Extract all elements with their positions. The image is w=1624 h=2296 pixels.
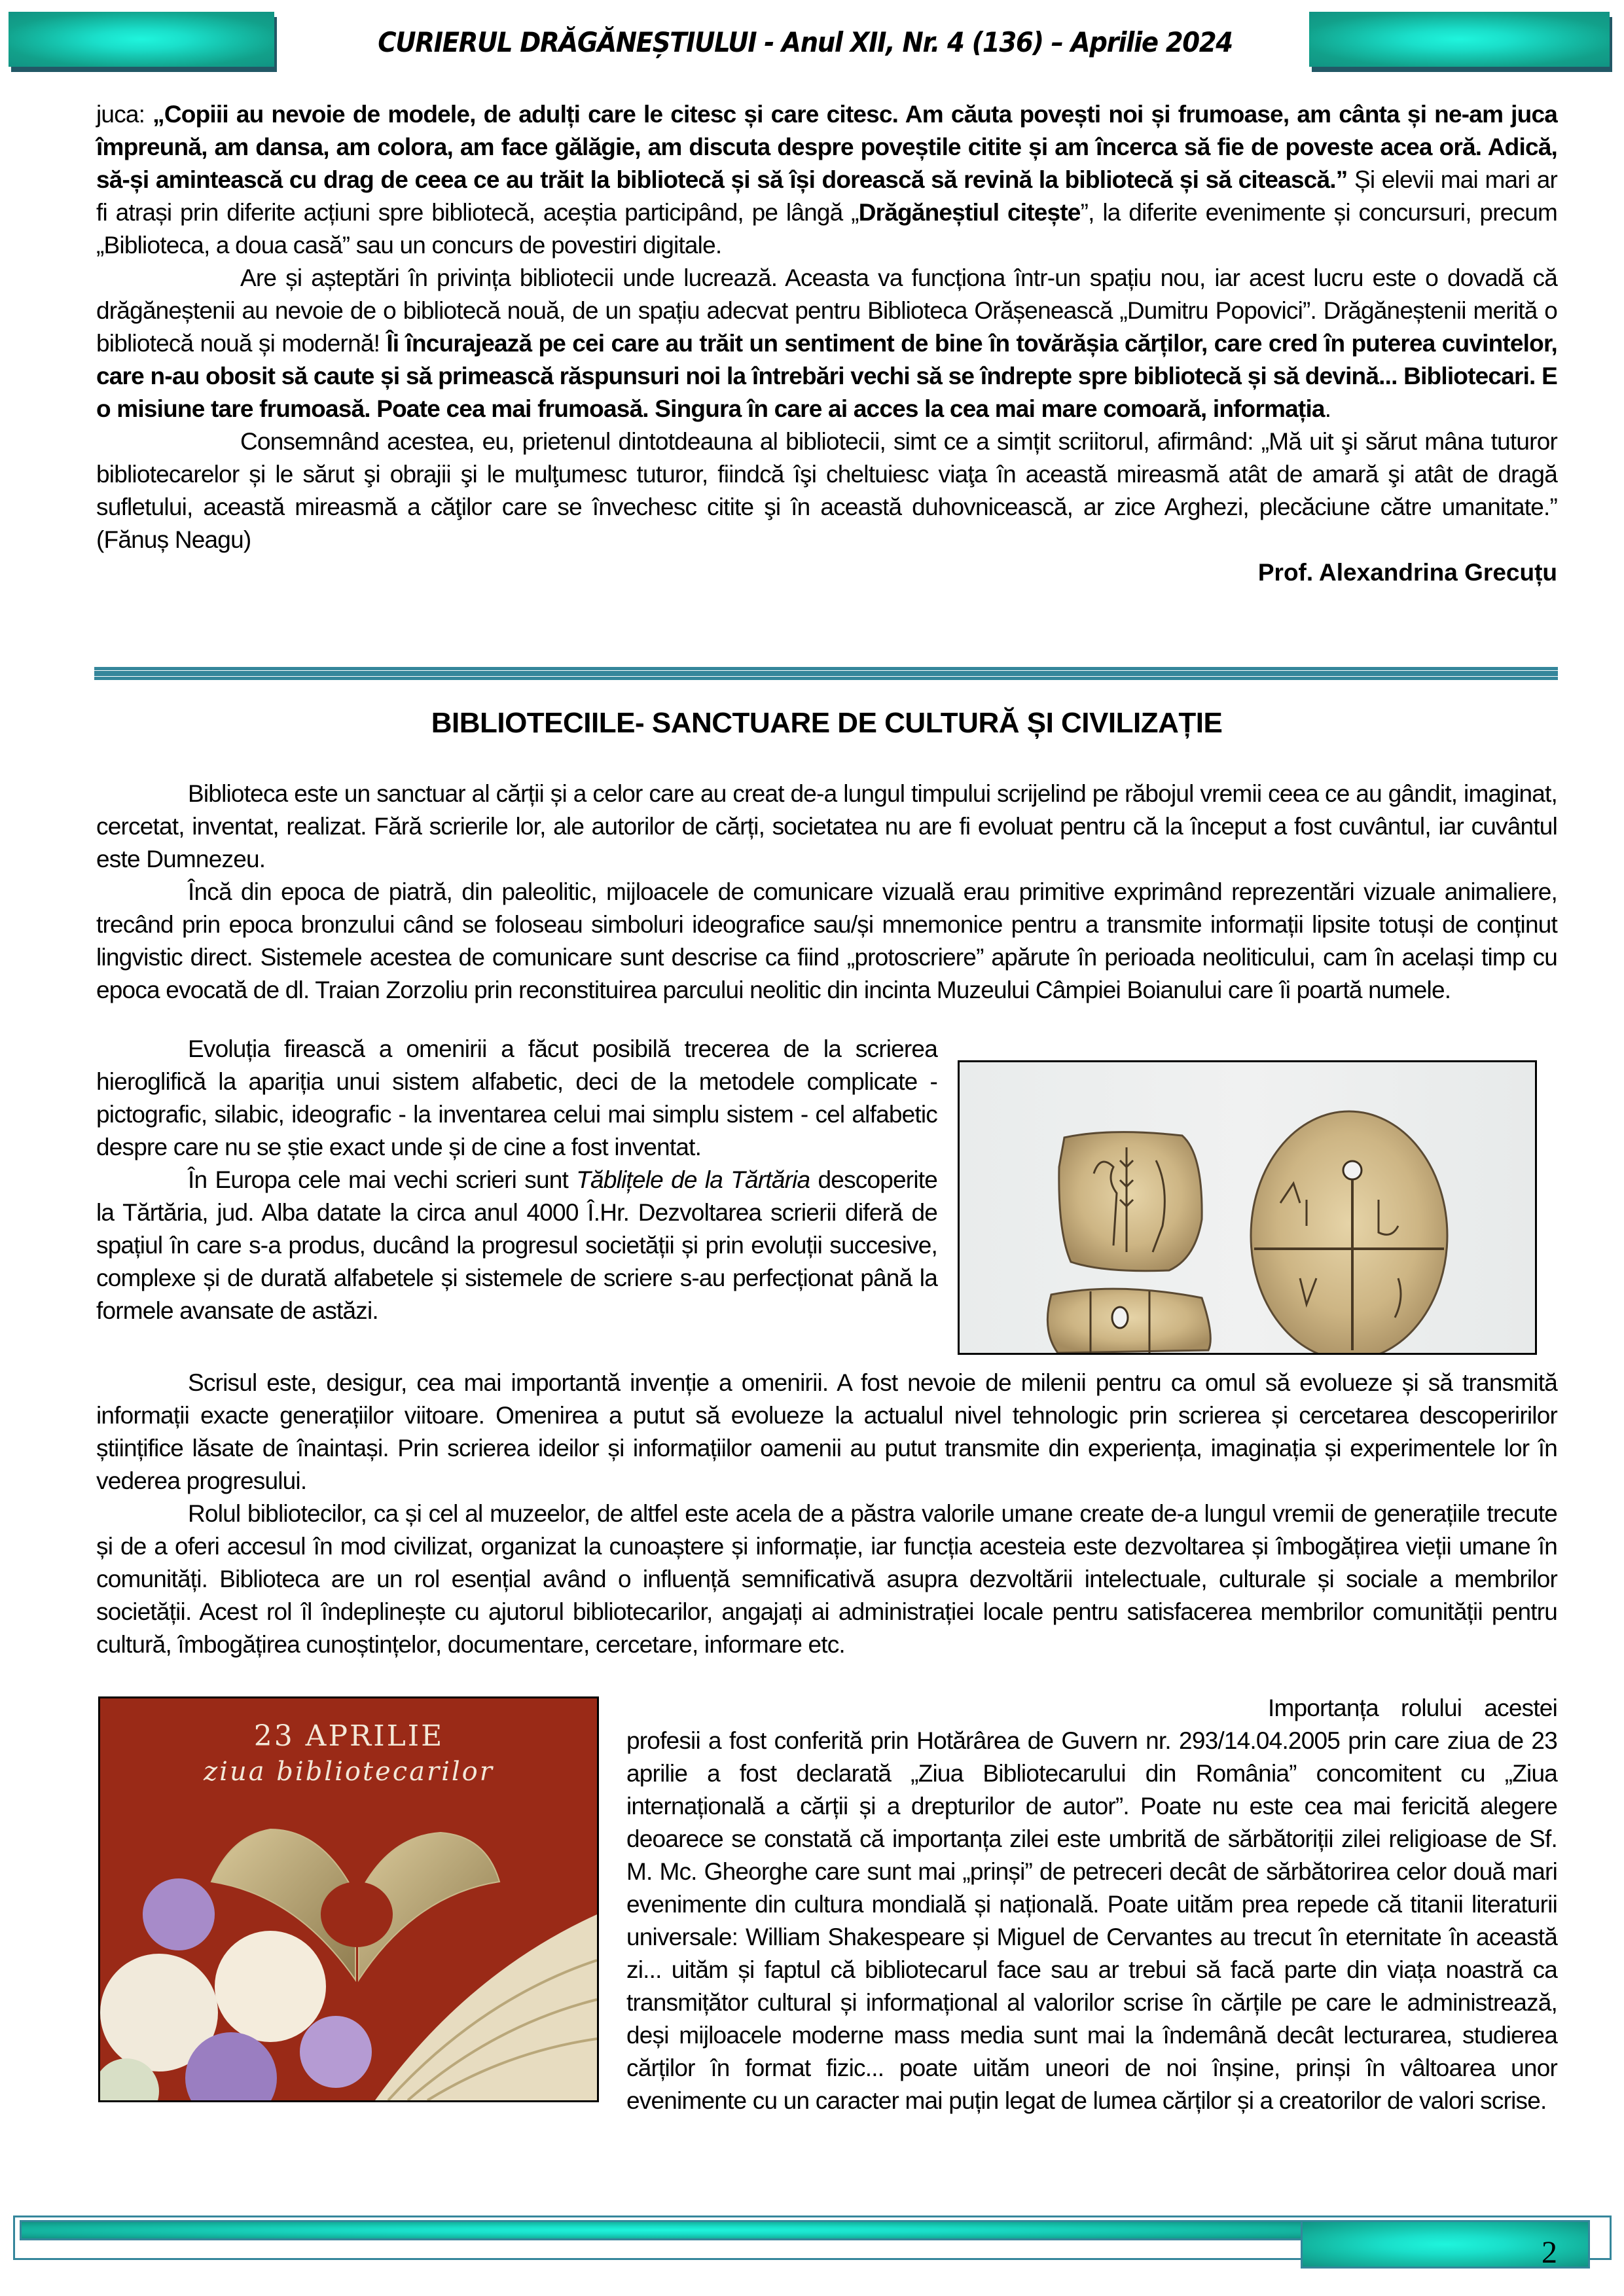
article-paragraph: Biblioteca este un sanctuar al cărții și a celor care au creat de-a lungul timpului scrijelind pe răbojul vremii ceea ce au gândit, imaginat, cercetat, inventat, realizat. Fără scrierile lor, ale autorilor de cărți, societatea nu are fi evoluat pentru că la început a fost cuvântul, iar cuvântul este Dumnezeu.: [96, 780, 1557, 872]
tablets-illustration: [960, 1062, 1535, 1353]
separator-rule: [94, 671, 1558, 676]
page-number: 2: [1542, 2235, 1557, 2270]
text-span: Importanța rolului acestei profesii a fost conferită prin Hotărârea de Guvern nr. 293/14.04.2005 prin care ziua de 23 aprilie a fost declarată „Ziua Bibliotecarului din România” concomitent cu „Ziua internațională a cărții și a drepturilor de autor”. Poate nu este cea mai fericită alegere deoarece se constată că importanța zilei este umbrită de sărbătoriții zilei religioase de Sf. M. Mc. Gheorghe care sunt mai „prinși” de petreceri decât de sărbătorirea celor două mari evenimente din cultura mondială și națională. Poate uităm prea repede că titanii literaturii universale: William Shakespeare și Miguel de Cervantes au trecut în eternitate în această zi... uităm și faptul că bibliotecarul face sau ar trebui să facă parte din viața noastră ca transmițător cultural și informațional al valorilor scrise în cărțile pe care le administrează, deși mijloacele moderne mass media sunt mai la îndemână decât lecturarea, studierea cărților în format fizic... poate uităm uneori de noi înșine, prinși în vâltoarea unor evenimente cu un caracter mai puțin legat de lumea cărților și a creatorilor de valori scrise.: [626, 1695, 1557, 2114]
separator-rule: [94, 667, 1558, 670]
text-span: .: [1324, 395, 1331, 422]
previous-article-paragraph-1: [96, 98, 1557, 262]
article-title: BIBLIOTECIILE- SANCTUARE DE CULTURĂ ȘI CIVILIZAȚIE: [431, 707, 1223, 739]
text-span: juca:: [96, 101, 153, 128]
article-paragraph: Rolul bibliotecilor, ca și cel al muzeelor, de altfel este acela de a păstra valorile umane create de-a lungul vremii de generațiile trecute și de a oferi accesul în mod civilizat, organizat la cunoaștere și informație, iar funcția acesteia este dezvoltarea și îmbogățirea vieții umane în comunități. Biblioteca are un rol esențial având o influență semnificativă asupra dezvoltării intelectuale, culturale și sociale a membrilor societății. Acest rol îl îndeplinește cu ajutorul bibliotecarilor, angajați ai administrației locale pentru satisfacerea membrilor comunității pentru cultură, îmbogățirea cunoștințelor, documentare, cercetare, informare etc.: [96, 1500, 1557, 1658]
previous-article-paragraph-2: [96, 262, 1557, 425]
article-body-beside-image: [96, 1033, 937, 1327]
text-span: descoperite la Tărtăria, jud. Alba datate la circa anul 4000 Î.Hr. Dezvoltarea scrierii diferă de spațiul în care s-a produs, ducând la progresul societății și prin evoluții succesive, complexe și de durată alfabetele și sistemele de scriere s-au perfecționat până la formele avansate de astăzi.: [96, 1166, 937, 1324]
poster-date: 23 APRILIE: [253, 1719, 444, 1753]
tartaria-tablets-image: [958, 1060, 1537, 1355]
poster-float-spacer: [96, 1692, 626, 2098]
article-paragraph: [96, 1692, 1557, 2117]
article-body: [96, 778, 1557, 1007]
separator-rule: [94, 677, 1558, 680]
text-span: Și elevii mai mari ar fi atrași prin diferite acțiuni spre bibliotecă, aceștia participând, pe lângă „: [96, 166, 1557, 226]
author-signature: Prof. Alexandrina Grecuțu: [1257, 559, 1557, 586]
previous-article: [96, 98, 1557, 589]
text-span: ”, la diferite evenimente și concursuri, precum „Biblioteca, a doua casă” sau un concurs de povestiri digitale.: [96, 199, 1557, 259]
article-paragraph: Încă din epoca de piatră, din paleolitic, mijloacele de comunicare vizuală erau primitive exprimând reprezentări vizuale animaliere, trecând prin epoca bronzului când se foloseau simboluri ideografice sau/și mnemonice pentru a transmite informații lipsite totuși de conținut lingvistic direct. Sistemele acestea de comunicare sunt descrise ca fiind „protoscriere” apărute în perioada neoliticului, cam în același timp cu epoca evocată de dl. Traian Zorzoliu prin reconstituirea parcului neolitic din incinta Muzeului Câmpiei Boianului care îi poartă numele.: [96, 878, 1557, 1003]
tablet-holed: [1047, 1289, 1210, 1353]
text-span: Are și așteptări în privința bibliotecii unde lucrează. Aceasta va funcționa într-un spațiu nou, iar acest lucru este o dovadă că drăgăneștenii au nevoie de o bibliotecă nouă, de un spațiu adecvat pentru Biblioteca Orășenească „Dumitru Popovici”. Drăgăneștenii merită o bibliotecă nouă și modernă!: [96, 264, 1557, 357]
article-body-beside-poster: [96, 1692, 1557, 2117]
tablet-round: [1251, 1111, 1447, 1353]
bold-passage: Îi încurajează pe cei care au trăit un sentiment de bine în tovărășia cărților, care cred în puterea cuvintelor, care n-au obosit să caute și să primească răspunsuri noi la întrebări vechi să se îndrepte spre bibliotecă și să devină... Bibliotecari. E o misiune tare frumoasă. Poate cea mai frumoasă. Singura în care ai acces la cea mai mare comoară, informația: [96, 330, 1557, 422]
article-body-lower: [96, 1367, 1557, 1661]
footer-bar: [20, 2220, 1306, 2240]
previous-article-paragraph-3: Consemnând acestea, eu, prietenul dintotdeauna al bibliotecii, simt ce a simțit scriitorul, afirmând: „Mă uit şi sărut mâna tuturor bibliotecarelor și le sărut şi obrajii şi le mulţumesc tuturor, fiindcă îşi cheltuiesc viaţa în această mireasmă atât de amară şi atât de dragă sufletului, această mireasmă a căţilor care se învechesc citite şi în această duhovnicească, ar zice Arghezi, plecăciune către umanitate.” (Fănuș Neagu): [96, 428, 1557, 553]
article-paragraph: Evoluția firească a omenirii a făcut posibilă trecerea de la scrierea hieroglifică la apariția unui sistem alfabetic, deci de la metodele complicate - pictografic, silabic, ideografic - la inventarea celui mai simplu sistem - cel alfabetic despre care nu se știe exact unde și de cine a fost inventat.: [96, 1035, 937, 1160]
article-paragraph: [96, 1164, 937, 1327]
italic-title: Tăblițele de la Tărtăria: [576, 1166, 810, 1193]
header-decoration-left: [9, 12, 274, 67]
bold-quote: „Copiii au nevoie de modele, de adulți care le citesc și care citesc. Am căuta povești noi și frumoase, am cânta și ne-am juca împreună, am dansa, am colora, am face gălăgie, am discuta despre poveștile citite și am încerca să fie de poveste acea oră. Adică, să-și amintească cu drag de ceea ce au trăit la bibliotecă și să își dorească să revină la bibliotecă și să citească.”: [96, 101, 1558, 193]
event-name: Drăgăneștiul citește: [858, 199, 1081, 226]
poster-caption: ziua bibliotecarilor: [204, 1757, 494, 1787]
text-span: În Europa cele mai vechi scrieri sunt: [188, 1166, 577, 1193]
article-paragraph: Scrisul este, desigur, cea mai importantă invenție a omenirii. A fost nevoie de milenii pentru ca omul să evolueze și să transmită informații exacte generațiilor viitoare. Omenirea a putut să evolueze la actualul nivel tehnologic prin scrierea și cercetarea descoperirilor științifice lăsate de înaintași. Prin scrierea ideilor și informațiilor oamenii au putut transmite din experiența, imaginația și experimentele lor în vederea progresului.: [96, 1369, 1557, 1494]
header-decoration-right: [1309, 12, 1610, 67]
newspaper-header-title: CURIERUL DRĂGĂNEȘTIULUI - Anul XII, Nr. 4 (136) – Aprilie 2024: [378, 26, 1233, 58]
